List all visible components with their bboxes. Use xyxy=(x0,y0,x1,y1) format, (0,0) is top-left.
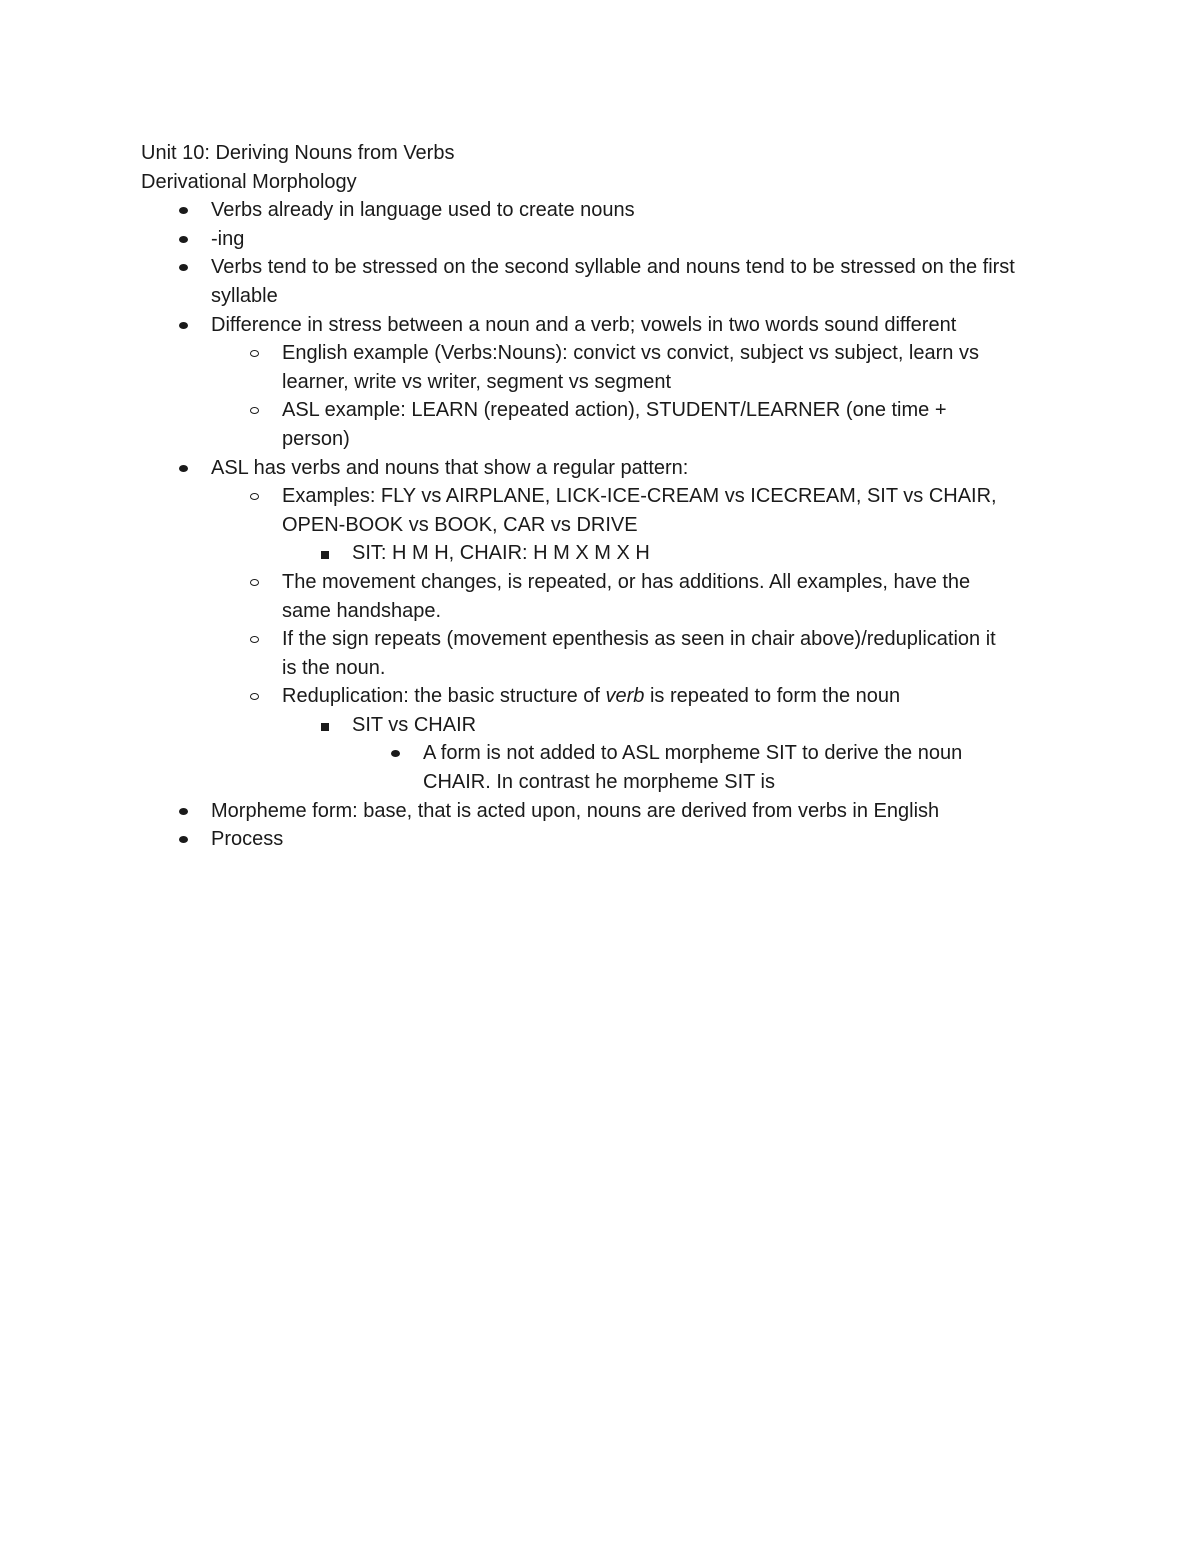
list-item: SIT vs CHAIR xyxy=(141,711,1071,740)
emphasis-verb: verb xyxy=(605,685,645,708)
bullet-dot-icon xyxy=(177,454,191,483)
bullet-square-icon xyxy=(318,711,332,740)
list-item: Difference in stress between a noun and a verb; vowels in two words sound different xyxy=(141,311,1071,340)
bullet-circle-icon xyxy=(248,568,262,597)
list-item: Reduplication: the basic structure of verb is repeated to form the noun xyxy=(141,682,1071,711)
list-item: SIT: H M H, CHAIR: H M X M X H xyxy=(141,539,1071,568)
document-page xyxy=(141,139,1071,854)
bullet-dot-icon xyxy=(177,253,191,282)
bullet-dot-icon xyxy=(389,739,403,768)
list-item: English example (Verbs:Nouns): convict vs convict, subject vs subject, learn vs learner, write vs writer, segment vs segment xyxy=(141,339,1071,396)
list-item: Morpheme form: base, that is acted upon, nouns are derived from verbs in English xyxy=(141,797,1071,826)
bullet-circle-icon xyxy=(248,482,262,511)
bullet-dot-icon xyxy=(177,825,191,854)
list-item: The movement changes, is repeated, or has additions. All examples, have the same handshape. xyxy=(141,568,1071,625)
doc-title: Unit 10: Deriving Nouns from Verbs xyxy=(141,142,455,164)
list-item: A form is not added to ASL morpheme SIT to derive the noun CHAIR. In contrast he morpheme SIT is xyxy=(141,739,1071,796)
list-item: ASL has verbs and nouns that show a regular pattern: xyxy=(141,454,1071,483)
bullet-dot-icon xyxy=(177,225,191,254)
list-item: ASL example: LEARN (repeated action), STUDENT/LEARNER (one time + person) xyxy=(141,396,1071,453)
list-item: If the sign repeats (movement epenthesis as seen in chair above)/reduplication it is the noun. xyxy=(141,625,1071,682)
bullet-circle-icon xyxy=(248,682,262,711)
bullet-circle-icon xyxy=(248,339,262,368)
bullet-dot-icon xyxy=(177,797,191,826)
list-item: Examples: FLY vs AIRPLANE, LICK-ICE-CREAM vs ICECREAM, SIT vs CHAIR, OPEN-BOOK vs BOOK, CAR vs DRIVE xyxy=(141,482,1071,539)
bullet-dot-icon xyxy=(177,311,191,340)
list-item: Verbs already in language used to create nouns xyxy=(141,196,1071,225)
bullet-circle-icon xyxy=(248,625,262,654)
outline-list xyxy=(141,196,1071,854)
list-item: -ing xyxy=(141,225,1071,254)
bullet-dot-icon xyxy=(177,196,191,225)
bullet-square-icon xyxy=(318,539,332,568)
doc-subtitle: Derivational Morphology xyxy=(141,170,357,193)
list-item: Verbs tend to be stressed on the second syllable and nouns tend to be stressed on the first syllable xyxy=(141,253,1071,310)
bullet-circle-icon xyxy=(248,396,262,425)
list-item: Process xyxy=(141,825,1071,854)
